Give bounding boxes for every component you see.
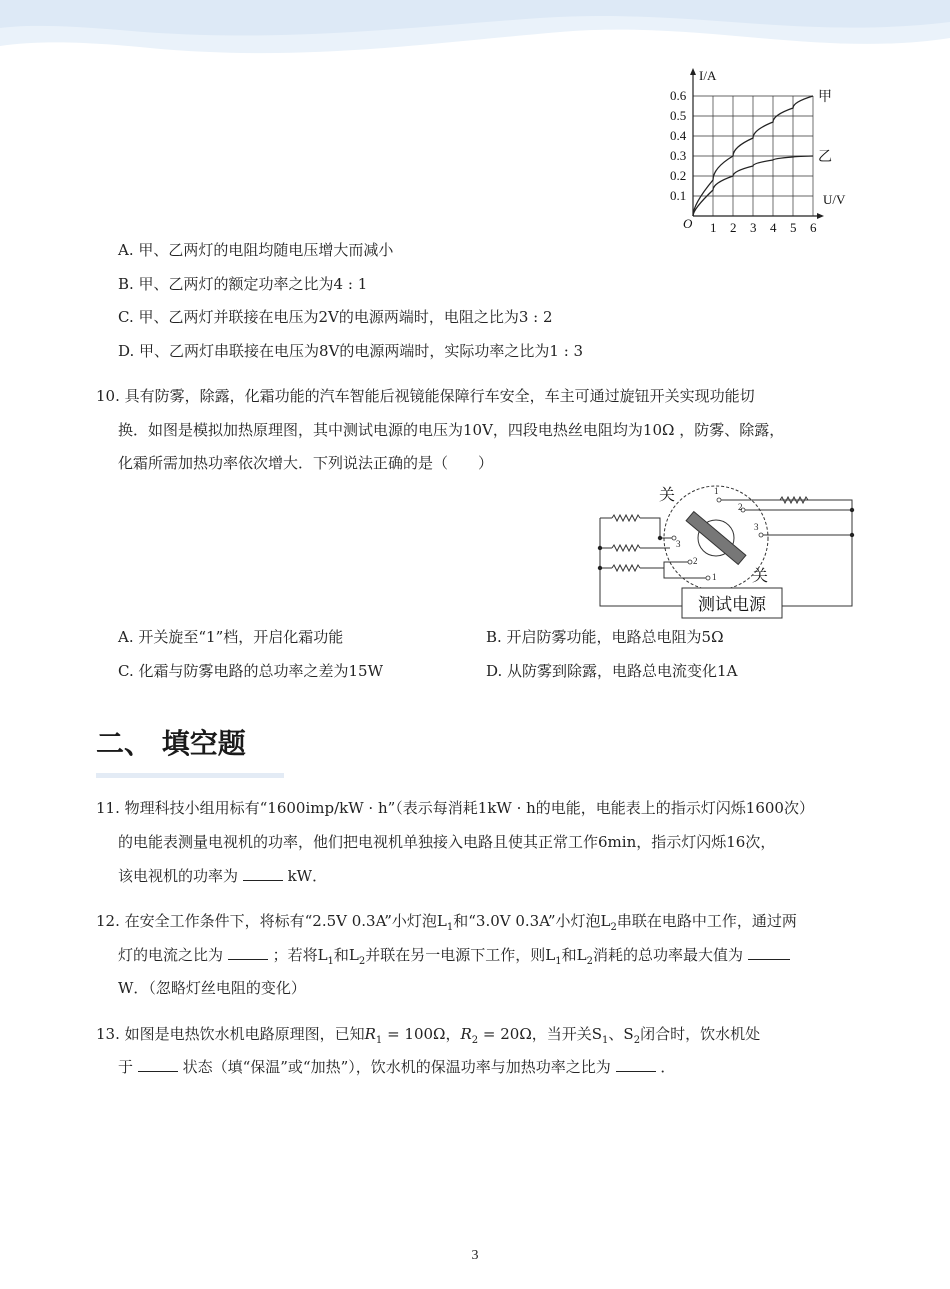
q9-option-b: B. 甲、乙两灯的额定功率之比为4 : 1 bbox=[118, 275, 368, 293]
q12-line-3: W．（忽略灯丝电阻的变化） bbox=[118, 979, 306, 997]
origin-label: O bbox=[683, 216, 693, 231]
answer-blank[interactable] bbox=[228, 945, 268, 960]
q11-line-2: 的电能表测量电视机的功率，他们把电视机单独接入电路且使其正常工作6min，指示灯闪烁16次， bbox=[118, 833, 776, 851]
page-number: 3 bbox=[471, 1248, 479, 1263]
section-title: 二、 填空题 bbox=[96, 727, 246, 760]
q13-line-1: 13. 如图是电热饮水机电路原理图，已知$R_1 = 100\Omega$，$R_2 = 20\Omega$，当开关$S_1$、$S_2$闭合时，饮水机处 bbox=[96, 1025, 761, 1046]
q9-option-a: A. 甲、乙两灯的电阻均随电压增大而减小 bbox=[118, 241, 394, 259]
contact-label: 1 bbox=[714, 486, 719, 496]
q10-option-d: D. 从防雾到除露，电路总电流变化1A bbox=[486, 662, 738, 680]
q13-line-2: 于 状态（填“保温”或“加热”），饮水机的保温功率与加热功率之比为 ． bbox=[118, 1058, 676, 1076]
answer-blank[interactable] bbox=[616, 1057, 656, 1072]
y-tick-label: 0.2 bbox=[670, 168, 687, 183]
wire-r1 bbox=[600, 518, 674, 538]
x-tick-label: 2 bbox=[730, 220, 737, 235]
switch-label-top: 关 bbox=[659, 485, 676, 504]
q10-option-c: C. 化霜与防雾电路的总功率之差为15W bbox=[118, 662, 383, 680]
answer-blank[interactable] bbox=[748, 945, 790, 960]
y-axis-label: I/A bbox=[699, 68, 717, 83]
switch-label-bottom: 关 bbox=[752, 566, 769, 585]
y-tick-label: 0.5 bbox=[670, 108, 687, 123]
q12-line-1: 12. 在安全工作条件下，将标有“2.5V 0.3A”小灯泡$L_1$和“3.0V 0.3A”小灯泡$L_2$串联在电路中工作，通过两 bbox=[96, 912, 797, 933]
answer-blank[interactable] bbox=[138, 1057, 178, 1072]
resistor-2 bbox=[612, 545, 640, 551]
contact-label: 1 bbox=[712, 572, 717, 582]
x-axis-arrow bbox=[817, 213, 824, 219]
chart-labels bbox=[670, 68, 846, 235]
x-tick-label: 3 bbox=[750, 220, 757, 235]
q11-line-1: 11. 物理科技小组用标有“1600imp/kW · h”（表示每消耗1kW · h的电能，电能表上的指示灯闪烁1600次） bbox=[96, 799, 814, 817]
x-tick-label: 4 bbox=[770, 220, 777, 235]
contact-label: 3 bbox=[754, 522, 759, 532]
q10-text-line-2: 换．如图是模拟加热原理图，其中测试电源的电压为10V，四段电热丝电阻均为10Ω ，防雾、除露， bbox=[118, 421, 785, 439]
iu-graph bbox=[660, 64, 870, 236]
y-tick-label: 0.1 bbox=[670, 188, 687, 203]
y-tick-label: 0.6 bbox=[670, 88, 687, 103]
series-label: 甲 bbox=[818, 89, 832, 105]
resistor-1 bbox=[612, 515, 640, 521]
x-axis-label: U/V bbox=[823, 192, 846, 207]
q12-line-2: 灯的电流之比为 ；若将$L_1$和$L_2$并联在另一电源下工作，则$L_1$和$L_2$消耗的总功率最大值为 bbox=[118, 945, 790, 972]
wire-r3b bbox=[664, 568, 708, 578]
y-tick-label: 0.4 bbox=[670, 128, 687, 143]
heating-circuit-diagram bbox=[590, 480, 860, 626]
contact-label: 2 bbox=[738, 502, 743, 512]
resistor-3 bbox=[612, 565, 640, 571]
wire-left bbox=[600, 568, 682, 606]
x-tick-label: 1 bbox=[710, 220, 717, 235]
q10-text-line-3: 化霜所需加热功率依次增大．下列说法正确的是（ ） bbox=[118, 454, 494, 472]
q10-option-b: B. 开启防雾功能，电路总电阻为5Ω bbox=[486, 628, 724, 646]
q10-option-a: A. 开关旋至“1”档，开启化霜功能 bbox=[118, 628, 344, 646]
contact-label: 3 bbox=[676, 539, 681, 549]
q9-option-c: C. 甲、乙两灯并联接在电压为2V的电源两端时，电阻之比为3 : 2 bbox=[118, 308, 553, 326]
section-underline bbox=[96, 773, 284, 778]
answer-blank[interactable] bbox=[243, 866, 283, 881]
q10-text-line-1: 10. 具有防雾，除露，化霜功能的汽车智能后视镜能保障行车安全，车主可通过旋钮开关实现功能切 bbox=[96, 387, 755, 405]
test-power-source-label: 测试电源 bbox=[698, 595, 766, 615]
contact-label: 2 bbox=[693, 556, 698, 566]
x-tick-label: 6 bbox=[810, 220, 817, 235]
q11-line-3: 该电视机的功率为 kW． bbox=[118, 867, 328, 885]
x-tick-label: 5 bbox=[790, 220, 797, 235]
chart-grid bbox=[693, 96, 813, 216]
y-tick-label: 0.3 bbox=[670, 148, 687, 163]
y-axis-arrow bbox=[690, 68, 696, 75]
header-wave-decoration bbox=[0, 0, 950, 70]
q9-option-d: D. 甲、乙两灯串联接在电压为8V的电源两端时，实际功率之比为1 : 3 bbox=[118, 342, 584, 360]
series-label: 乙 bbox=[818, 149, 832, 165]
